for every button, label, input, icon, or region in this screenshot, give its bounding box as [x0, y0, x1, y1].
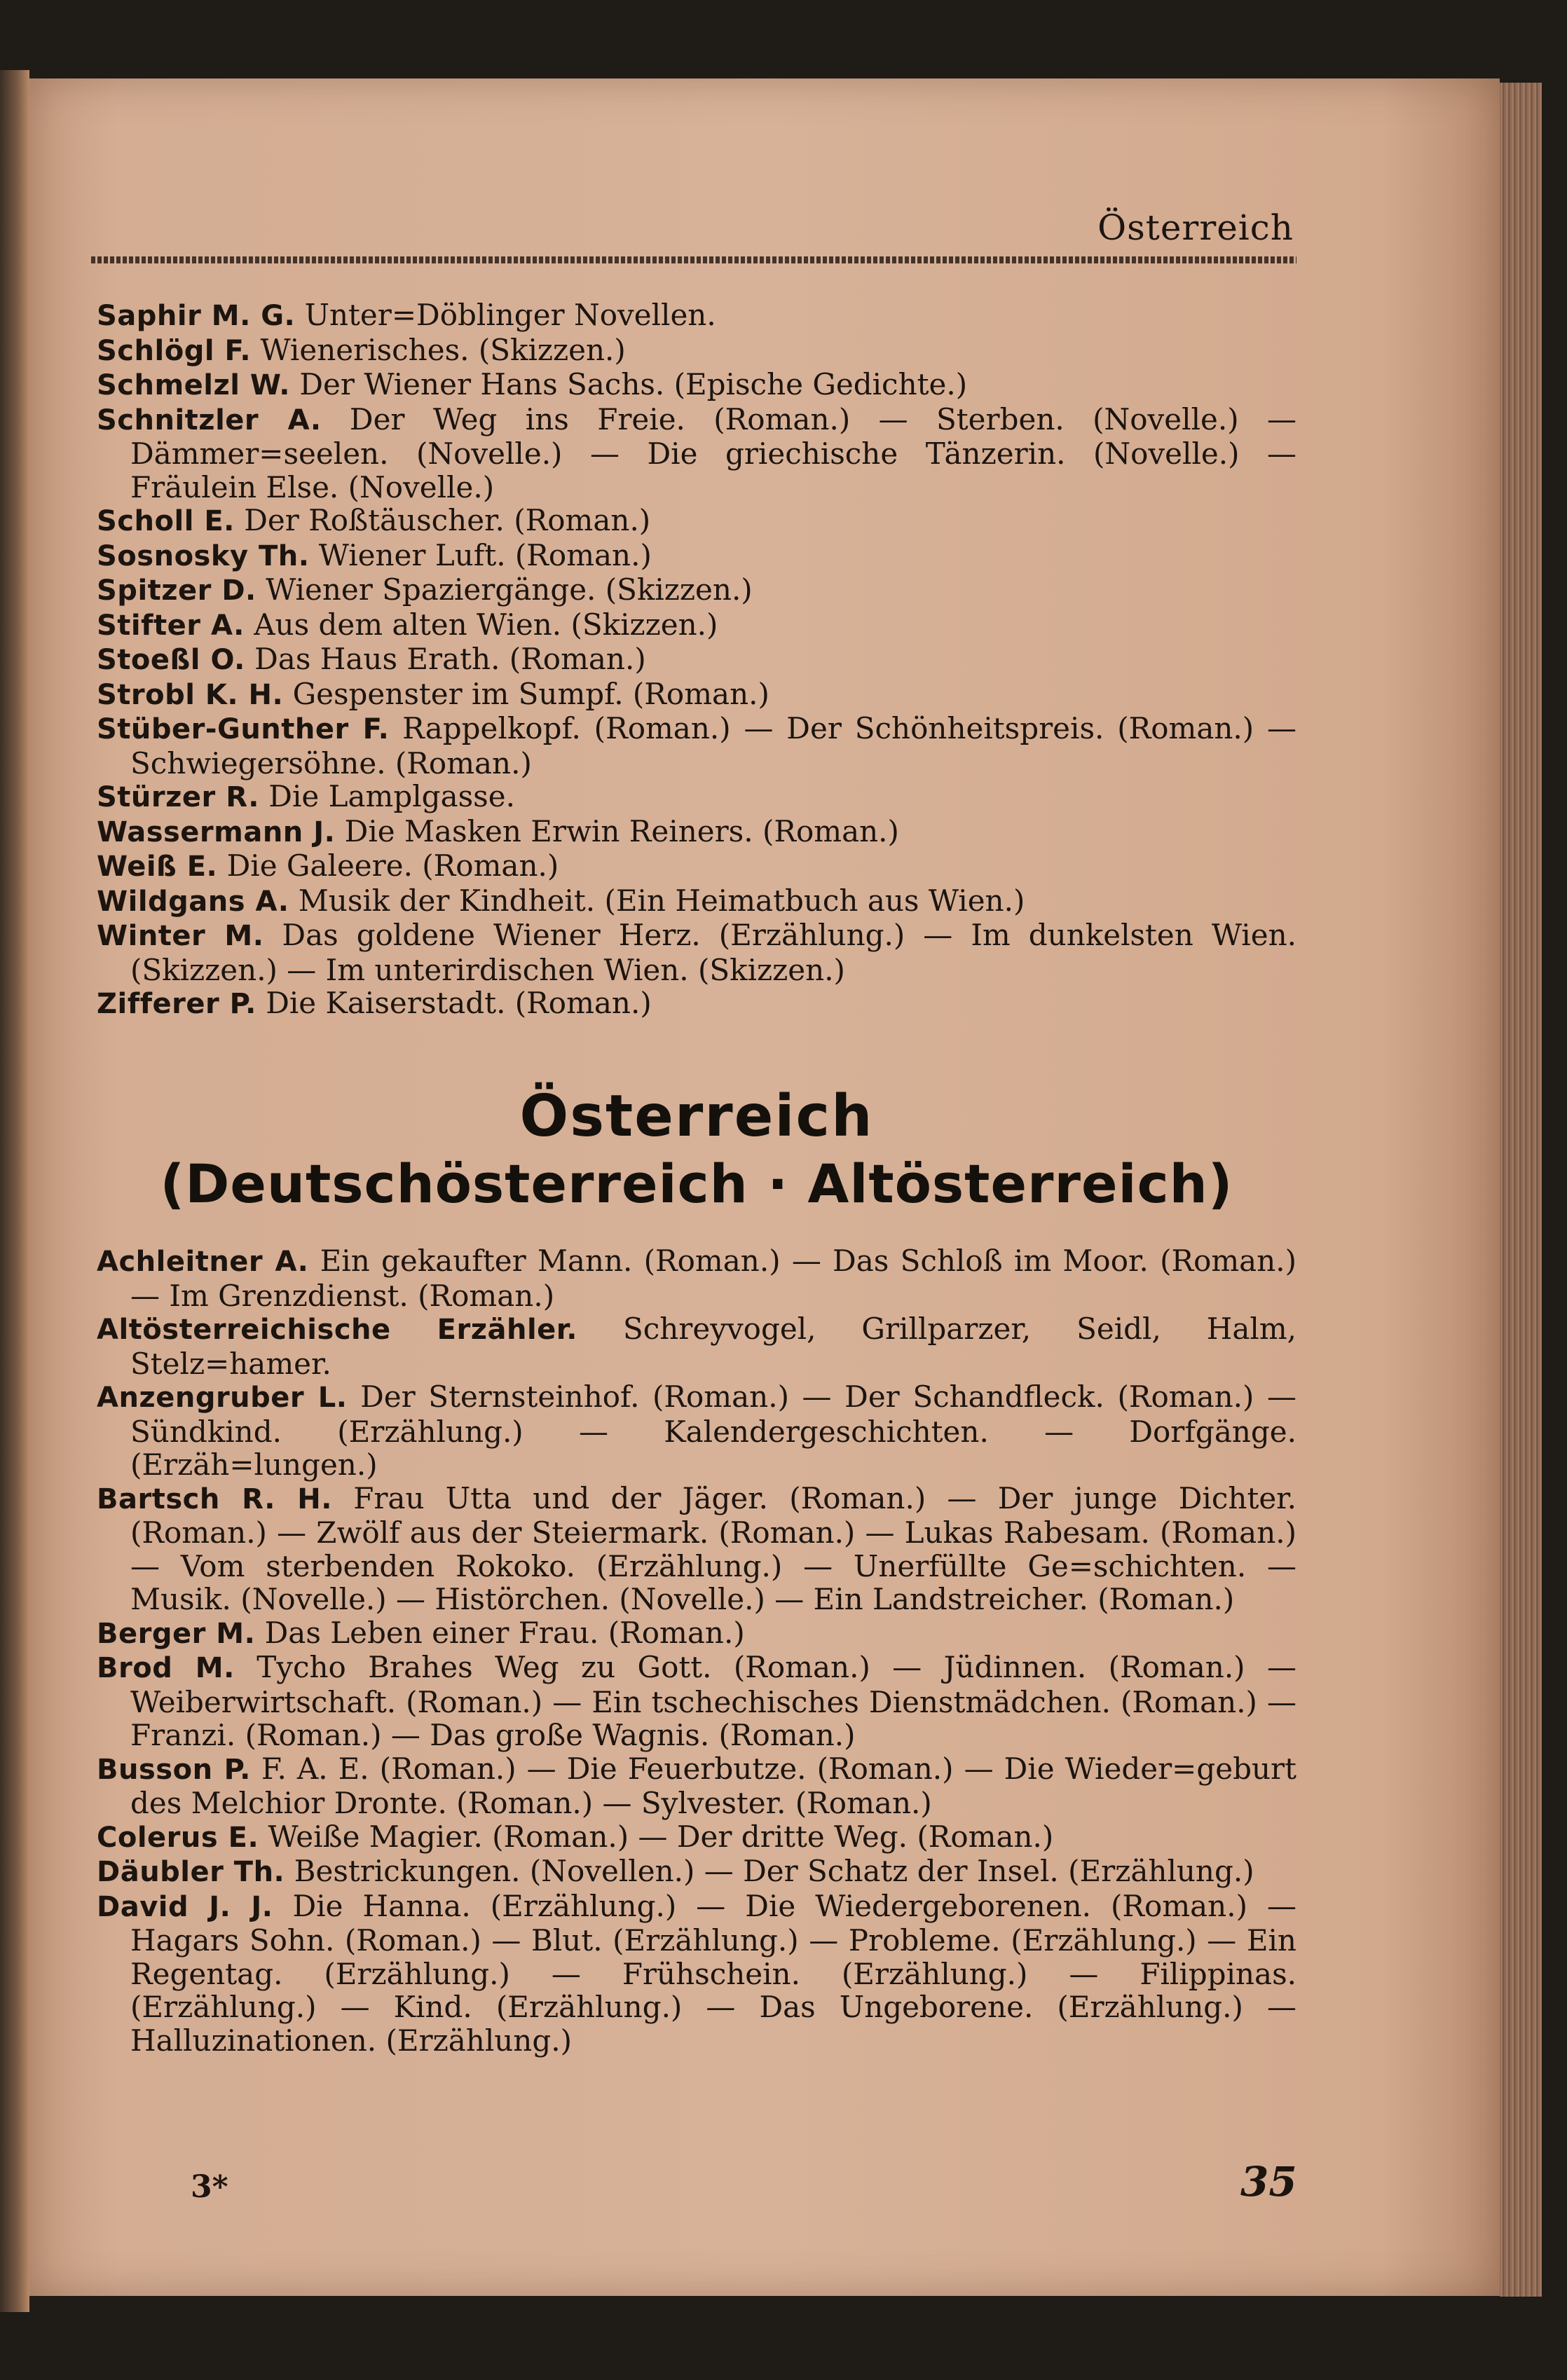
- entry-works: Bestrickungen. (Novellen.) — Der Schatz der Insel. (Erzählung.): [294, 1854, 1254, 1888]
- bibliography-entry: [97, 403, 1296, 504]
- entry-works: Unter=Döblinger Novellen.: [304, 298, 716, 332]
- bibliography-entry: [97, 1244, 1296, 1312]
- bibliography-entry: [97, 1820, 1296, 1855]
- page-edges: [1500, 83, 1542, 2297]
- entry-works: Weiße Magier. (Roman.) — Der dritte Weg. (Roman.): [268, 1819, 1054, 1854]
- entry-works: Die Hanna. (Erzählung.) — Die Wiedergeborenen. (Roman.) — Hagars Sohn. (Roman.) — Blut. (Erzählung.) — Probleme. (Erzählung.) — Ein Regentag. (Erzählung.) — Frühschein. (Erzählung.) — Filippinas. (Erzählung.) — Kind. (Erzählung.) — Das Ungeborene. (Erzählung.) — Halluzinationen. (Erzählung.): [130, 1888, 1297, 2058]
- entry-author: Busson P.: [97, 1753, 251, 1786]
- bibliography-entry: [97, 608, 1296, 643]
- entry-works: Das Haus Erath. (Roman.): [254, 642, 646, 676]
- section-title: Österreich: [519, 1083, 874, 1150]
- signature-mark: 3*: [191, 2169, 228, 2205]
- bibliography-entry: [97, 780, 1296, 815]
- entry-works: Der Sternsteinhof. (Roman.) — Der Schandfleck. (Roman.) — Sündkind. (Erzählung.) — Kalendergeschichten. — Dorfgänge. (Erzäh=lungen.): [130, 1380, 1296, 1482]
- bibliography-entry: [97, 368, 1296, 403]
- binding-edge: [0, 70, 29, 2312]
- entry-author: Spitzer D.: [97, 575, 256, 607]
- entry-works: Ein gekaufter Mann. (Roman.) — Das Schloß im Moor. (Roman.) — Im Grenzdienst. (Roman.): [130, 1244, 1297, 1313]
- bibliography-entry: [97, 642, 1296, 677]
- bibliography-entry: [97, 573, 1296, 608]
- entry-author: Schlögl F.: [97, 334, 252, 367]
- entry-works: Der Weg ins Freie. (Roman.) — Sterben. (Novelle.) — Dämmer=seelen. (Novelle.) — Die griechische Tänzerin. (Novelle.) — Fräulein Else. (Novelle.): [130, 401, 1296, 504]
- bibliography-entry: [97, 815, 1296, 850]
- entry-author: Brod M.: [97, 1652, 235, 1684]
- entry-author: Strobl K. H.: [97, 678, 284, 711]
- bibliography-entry: [97, 919, 1296, 986]
- entries-top: [97, 298, 1296, 1022]
- entry-author: Berger M.: [97, 1617, 256, 1650]
- entry-works: F. A. E. (Roman.) — Die Feuerbutze. (Roman.) — Die Wieder=geburt des Melchior Dronte. (Roman.) — Sylvester. (Roman.): [130, 1751, 1296, 1820]
- entry-author: Altösterreichische Erzähler.: [97, 1314, 578, 1346]
- entry-works: Frau Utta und der Jäger. (Roman.) — Der junge Dichter. (Roman.) — Zwölf aus der Steiermark. (Roman.) — Lukas Rabesam. (Roman.) — Vom sterbenden Rokoko. (Erzählung.) — Unerfüllte Ge=schichten. — Musik. (Novelle.) — Histörchen. (Novelle.) — Ein Landstreicher. (Roman.): [130, 1480, 1296, 1616]
- bibliography-entry: [97, 539, 1296, 574]
- bibliography-entry: [97, 677, 1296, 713]
- entry-author: Stürzer R.: [97, 781, 259, 813]
- entry-author: Anzengruber L.: [97, 1382, 348, 1414]
- entry-works: Das Leben einer Frau. (Roman.): [264, 1615, 745, 1650]
- entry-works: Tycho Brahes Weg zu Gott. (Roman.) — Jüdinnen. (Roman.) — Weiberwirtschaft. (Roman.) — Ein tschechisches Dienstmädchen. (Roman.) — Franzi. (Roman.) — Das große Wagnis. (Roman.): [130, 1650, 1296, 1752]
- entry-author: Wassermann J.: [97, 816, 336, 848]
- entry-works: Der Wiener Hans Sachs. (Epische Gedichte.): [299, 367, 968, 401]
- entry-author: Saphir M. G.: [97, 300, 296, 332]
- entry-author: Bartsch R. H.: [97, 1483, 332, 1515]
- bibliography-entry: [97, 849, 1296, 884]
- entry-works: Aus dem alten Wien. (Skizzen.): [254, 607, 718, 642]
- entry-works: Wiener Luft. (Roman.): [318, 537, 652, 572]
- entry-author: Stifter A.: [97, 609, 245, 642]
- page-number: 35: [1240, 2158, 1297, 2206]
- bibliography-entry: [97, 333, 1296, 369]
- entry-author: David J. J.: [97, 1890, 273, 1923]
- bibliography-entry: [97, 1312, 1296, 1380]
- entries-bottom: [97, 1244, 1296, 2057]
- entry-works: Gespenster im Sumpf. (Roman.): [292, 676, 769, 711]
- bibliography-entry: [97, 712, 1296, 780]
- entry-works: Die Lamplgasse.: [268, 779, 515, 813]
- entry-works: Der Roßtäuscher. (Roman.): [244, 503, 651, 537]
- bibliography-entry: [97, 298, 1296, 333]
- entry-works: Schreyvogel, Grillparzer, Seidl, Halm, Stelz=hamer.: [130, 1312, 1297, 1381]
- bibliography-entry: [97, 986, 1296, 1022]
- bibliography-entry: [97, 1651, 1296, 1752]
- entry-author: Schnitzler A.: [97, 404, 322, 436]
- entry-author: Scholl E.: [97, 505, 235, 537]
- entry-works: Musik der Kindheit. (Ein Heimatbuch aus Wien.): [298, 883, 1025, 918]
- entry-works: Die Masken Erwin Reiners. (Roman.): [344, 813, 899, 848]
- running-head: Österreich: [1097, 207, 1294, 248]
- entry-author: Colerus E.: [97, 1821, 259, 1854]
- entry-author: Stüber-Gunther F.: [97, 713, 390, 745]
- entry-author: Sosnosky Th.: [97, 539, 310, 572]
- entry-works: Das goldene Wiener Herz. (Erzählung.) — Im dunkelsten Wien. (Skizzen.) — Im unterirdischen Wien. (Skizzen.): [130, 918, 1296, 987]
- entry-author: Schmelzl W.: [97, 369, 290, 401]
- entry-author: Wildgans A.: [97, 885, 289, 918]
- entry-works: Die Galeere. (Roman.): [226, 848, 559, 883]
- bibliography-entry: [97, 1380, 1296, 1482]
- entry-works: Rappelkopf. (Roman.) — Der Schönheitspreis. (Roman.) — Schwiegersöhne. (Roman.): [130, 711, 1296, 780]
- header-rule: [91, 256, 1296, 263]
- bibliography-entry: [97, 1855, 1296, 1890]
- entry-author: Weiß E.: [97, 851, 218, 883]
- entry-works: Die Kaiserstadt. (Roman.): [266, 986, 652, 1020]
- entry-author: Winter M.: [97, 920, 264, 952]
- entry-works: Wienerisches. (Skizzen.): [260, 332, 626, 367]
- bibliography-entry: [97, 1616, 1296, 1651]
- entry-author: Stoeßl O.: [97, 644, 245, 676]
- section-subtitle: (Deutschösterreich · Altösterreich): [160, 1153, 1233, 1215]
- bibliography-entry: [97, 504, 1296, 539]
- bibliography-entry: [97, 1752, 1296, 1820]
- entry-author: Däubler Th.: [97, 1856, 285, 1888]
- entry-author: Zifferer P.: [97, 988, 256, 1020]
- entry-works: Wiener Spaziergänge. (Skizzen.): [266, 572, 753, 607]
- bibliography-entry: [97, 1482, 1296, 1616]
- bibliography-entry: [97, 884, 1296, 919]
- entry-author: Achleitner A.: [97, 1246, 309, 1278]
- bibliography-entry: [97, 1890, 1296, 2058]
